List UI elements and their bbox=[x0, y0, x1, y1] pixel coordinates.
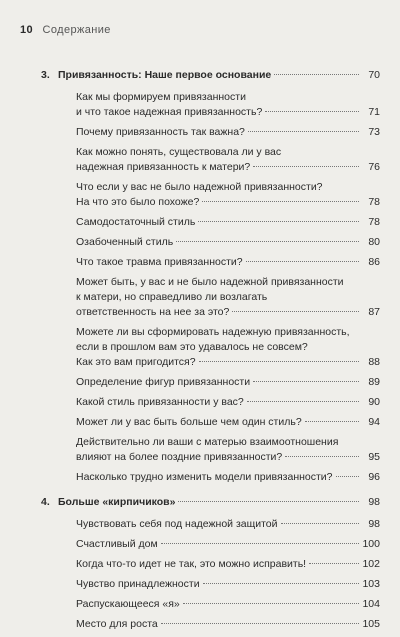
dot-leader bbox=[285, 455, 359, 457]
toc-entry[interactable] bbox=[58, 90, 380, 120]
toc-entry[interactable] bbox=[58, 125, 380, 140]
toc-entry[interactable] bbox=[58, 180, 380, 210]
page-ref: 80 bbox=[368, 236, 380, 248]
dot-leader bbox=[183, 602, 359, 604]
toc-entry[interactable] bbox=[58, 325, 380, 370]
page-ref: 105 bbox=[362, 618, 380, 630]
entry-text-line: Счастливый дом bbox=[76, 538, 158, 550]
toc-entry[interactable] bbox=[58, 255, 380, 270]
page-ref: 94 bbox=[368, 416, 380, 428]
entry-text-line: Что такое травма привязанности? bbox=[76, 256, 243, 268]
page-ref: 98 bbox=[368, 496, 380, 508]
entry-line bbox=[76, 215, 380, 230]
dot-leader bbox=[253, 380, 359, 382]
running-title: Содержание bbox=[42, 24, 111, 36]
toc-entry[interactable] bbox=[58, 537, 380, 552]
entry-text-line: если в прошлом вам это удавалось не совсем? bbox=[76, 341, 308, 353]
dot-leader bbox=[161, 622, 359, 624]
dot-leader bbox=[265, 110, 359, 112]
entry-text-line: Действительно ли ваши с матерью взаимоотношения bbox=[76, 436, 339, 448]
page-ref: 73 bbox=[368, 126, 380, 138]
toc-entry[interactable] bbox=[58, 275, 380, 320]
entry-text-line: Может ли у вас быть больше чем один стиль? bbox=[76, 416, 302, 428]
toc-entry[interactable] bbox=[58, 577, 380, 592]
dot-leader bbox=[253, 165, 359, 167]
dot-leader bbox=[305, 420, 359, 422]
entry-text-line: Место для роста bbox=[76, 618, 158, 630]
page-ref: 100 bbox=[362, 538, 380, 550]
page-ref: 98 bbox=[368, 518, 380, 530]
dot-leader bbox=[178, 500, 359, 502]
page-ref: 78 bbox=[368, 216, 380, 228]
entry-text-line: Может быть, у вас и не было надежной привязанности bbox=[76, 276, 344, 288]
toc-entry[interactable] bbox=[58, 235, 380, 250]
entry-line bbox=[76, 617, 380, 632]
chapter-line bbox=[58, 68, 380, 83]
entry-text-line: На что это было похоже? bbox=[76, 196, 200, 208]
page-ref: 104 bbox=[362, 598, 380, 610]
entry-line bbox=[76, 255, 380, 270]
entry-text-line: Чувство принадлежности bbox=[76, 578, 200, 590]
dot-leader bbox=[176, 240, 359, 242]
entry-text-line: надежная привязанность к матери? bbox=[76, 161, 251, 173]
chapter-title: Больше «кирпичиков» bbox=[58, 496, 176, 508]
chapter-heading[interactable] bbox=[41, 495, 380, 510]
entry-line bbox=[76, 195, 380, 210]
toc-entry[interactable] bbox=[58, 145, 380, 175]
toc-entry[interactable] bbox=[58, 517, 380, 532]
chapter-line bbox=[58, 495, 380, 510]
dot-leader bbox=[309, 562, 359, 564]
dot-leader bbox=[336, 475, 359, 477]
entry-text-line: к матери, но справедливо ли возлагать bbox=[76, 291, 268, 303]
entry-text-line: Можете ли вы сформировать надежную привязанность, bbox=[76, 326, 350, 338]
chapter-number: 3. bbox=[41, 69, 50, 81]
dot-leader bbox=[246, 260, 359, 262]
entry-line bbox=[76, 305, 380, 320]
page-ref: 87 bbox=[368, 306, 380, 318]
toc-entry[interactable] bbox=[58, 395, 380, 410]
page-ref: 90 bbox=[368, 396, 380, 408]
entry-line bbox=[76, 105, 380, 120]
dot-leader bbox=[274, 73, 359, 75]
dot-leader bbox=[232, 310, 359, 312]
entry-line bbox=[76, 537, 380, 552]
entry-text-line: Распускающееся «я» bbox=[76, 598, 180, 610]
entry-line bbox=[76, 395, 380, 410]
dot-leader bbox=[247, 400, 359, 402]
entry-text-line: ответственность на нее за это? bbox=[76, 306, 230, 318]
dot-leader bbox=[161, 542, 359, 544]
dot-leader bbox=[198, 220, 359, 222]
dot-leader bbox=[248, 130, 359, 132]
entry-line bbox=[76, 577, 380, 592]
entry-text-line: Как мы формируем привязанности bbox=[76, 91, 246, 103]
entry-text-line: Когда что-то идет не так, это можно исправить! bbox=[76, 558, 307, 570]
page-ref: 89 bbox=[368, 376, 380, 388]
running-header bbox=[20, 24, 111, 36]
page-ref: 86 bbox=[368, 256, 380, 268]
entry-line bbox=[76, 470, 380, 485]
table-of-contents bbox=[41, 58, 380, 637]
entry-text-line: Какой стиль привязанности у вас? bbox=[76, 396, 244, 408]
toc-entry[interactable] bbox=[58, 617, 380, 632]
page-ref: 71 bbox=[368, 106, 380, 118]
page-ref: 102 bbox=[362, 558, 380, 570]
toc-entry[interactable] bbox=[58, 557, 380, 572]
entry-line bbox=[76, 125, 380, 140]
entry-text-line: влияют на более поздние привязанности? bbox=[76, 451, 283, 463]
entry-text-line: Почему привязанность так важна? bbox=[76, 126, 245, 138]
entry-text-line: Как можно понять, существовала ли у вас bbox=[76, 146, 282, 158]
toc-entry[interactable] bbox=[58, 435, 380, 465]
dot-leader bbox=[199, 360, 359, 362]
entry-line bbox=[76, 450, 380, 465]
dot-leader bbox=[202, 200, 359, 202]
entry-text-line: Самодостаточный стиль bbox=[76, 216, 196, 228]
entry-line bbox=[76, 235, 380, 250]
chapter-title: Привязанность: Наше первое основание bbox=[58, 69, 272, 81]
toc-entry[interactable] bbox=[58, 215, 380, 230]
entry-text-line: Определение фигур привязанности bbox=[76, 376, 251, 388]
chapter-heading[interactable] bbox=[41, 68, 380, 83]
entry-line bbox=[76, 557, 380, 572]
page-ref: 70 bbox=[368, 69, 380, 81]
toc-entry[interactable] bbox=[58, 375, 380, 390]
entry-line bbox=[76, 415, 380, 430]
toc-entry[interactable] bbox=[58, 470, 380, 485]
entry-text-line: Как это вам пригодится? bbox=[76, 356, 196, 368]
page-ref: 103 bbox=[362, 578, 380, 590]
page-ref: 95 bbox=[368, 451, 380, 463]
entry-text-line: Насколько трудно изменить модели привязанности? bbox=[76, 471, 333, 483]
entry-text-line: и что такое надежная привязанность? bbox=[76, 106, 263, 118]
entry-line bbox=[76, 375, 380, 390]
entry-text-line: Озабоченный стиль bbox=[76, 236, 174, 248]
entry-line bbox=[76, 517, 380, 532]
entry-line bbox=[76, 355, 380, 370]
page-ref: 76 bbox=[368, 161, 380, 173]
chapter-number: 4. bbox=[41, 496, 50, 508]
entry-line bbox=[76, 597, 380, 612]
toc-entry[interactable] bbox=[58, 597, 380, 612]
entry-text-line: Чувствовать себя под надежной защитой bbox=[76, 518, 278, 530]
entry-line bbox=[76, 160, 380, 175]
dot-leader bbox=[281, 522, 359, 524]
page-ref: 88 bbox=[368, 356, 380, 368]
toc-entry[interactable] bbox=[58, 415, 380, 430]
page-ref: 78 bbox=[368, 196, 380, 208]
page-ref: 96 bbox=[368, 471, 380, 483]
page-number: 10 bbox=[20, 24, 34, 36]
entry-text-line: Что если у вас не было надежной привязанности? bbox=[76, 181, 323, 193]
dot-leader bbox=[203, 582, 359, 584]
